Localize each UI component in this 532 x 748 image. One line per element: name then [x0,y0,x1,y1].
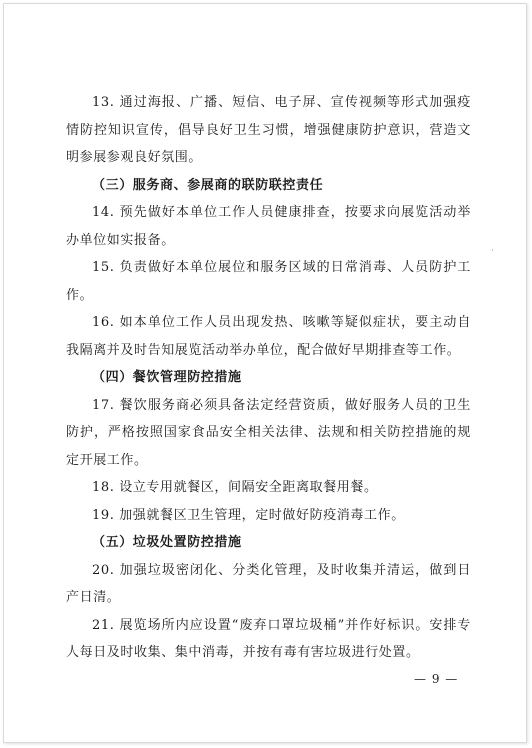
paragraph-16: 16. 如本单位工作人员出现发热、咳嗽等疑似症状，要主动自我隔离并及时告知展览活动举办单位，配合做好早期排查等工作。 [66,315,471,358]
section-heading-5: （五）垃圾处置防控措施 [92,535,242,550]
document-body [66,89,471,667]
page-number: — 9 — [414,672,459,686]
paragraph-13: 13. 通过海报、广播、短信、电子屏、宣传视频等形式加强疫情防控知识宣传，倡导良好卫生习惯，增强健康防护意识，营造文明参展参观良好氛围。 [66,95,471,165]
section-heading-4: （四）餐饮管理防控措施 [92,370,242,385]
paragraph-21: 21. 展览场所内应设置“废弃口罩垃圾桶”并作好标识。安排专人每日及时收集、集中消毒，并按有毒有害垃圾进行处置。 [66,617,471,660]
paragraph-20: 20. 加强垃圾密闭化、分类化管理，及时收集并清运，做到日产日清。 [66,562,471,605]
paragraph-17: 17. 餐饮服务商必须具备法定经营资质，做好服务人员的卫生防护，严格按照国家食品安全相关法律、法规和相关防控措施的规定开展工作。 [66,397,471,468]
paragraph-14: 14. 预先做好本单位工作人员健康排查，按要求向展览活动举办单位如实报备。 [66,205,471,248]
scan-speck [492,249,493,251]
paragraph-15: 15. 负责做好本单位展位和服务区域的日常消毒、人员防护工作。 [66,260,471,303]
paragraph-18: 18. 设立专用就餐区，间隔安全距离取餐用餐。 [92,480,378,495]
section-heading-3: （三）服务商、参展商的联防联控责任 [92,177,324,193]
paragraph-19: 19. 加强就餐区卫生管理，定时做好防疫消毒工作。 [92,507,405,523]
document-page [3,3,527,743]
